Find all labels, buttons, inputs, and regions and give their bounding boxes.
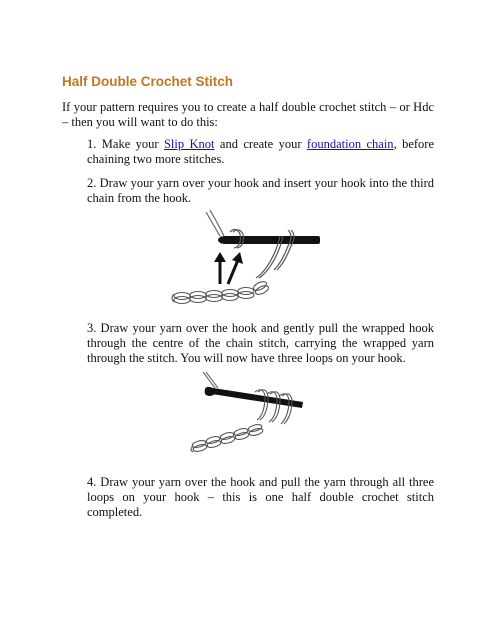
- foundation-chain-link[interactable]: foundation chain: [306, 137, 394, 151]
- step-1-paragraph: [87, 137, 434, 167]
- step-1-middle: and create your: [214, 137, 307, 151]
- crochet-hook-yarn-over-insert-icon: [170, 206, 330, 311]
- page-title: Half Double Crochet Stitch: [62, 74, 234, 89]
- crochet-hook-three-loops-icon: [185, 370, 315, 460]
- step-4-paragraph: 4. Draw your yarn over the hook and pull the yarn through all three loops on your hook – this is one half double crochet stitch completed.: [87, 475, 434, 519]
- step-1-suffix: , before chaining two more stitches.: [87, 137, 435, 166]
- slip-knot-link[interactable]: Slip Knot: [163, 137, 215, 151]
- step-2-paragraph: 2. Draw your yarn over your hook and insert your hook into the third chain from the hook.: [87, 176, 434, 205]
- step-1-prefix: 1. Make your: [87, 137, 164, 151]
- intro-paragraph: If your pattern requires you to create a half double crochet stitch – or Hdc – then you will want to do this:: [62, 100, 434, 129]
- step-3-paragraph: 3. Draw your yarn over the hook and gently pull the wrapped hook through the centre of the chain stitch, carrying the wrapped yarn through the stitch. You will now have three loops on your hook.: [87, 321, 434, 365]
